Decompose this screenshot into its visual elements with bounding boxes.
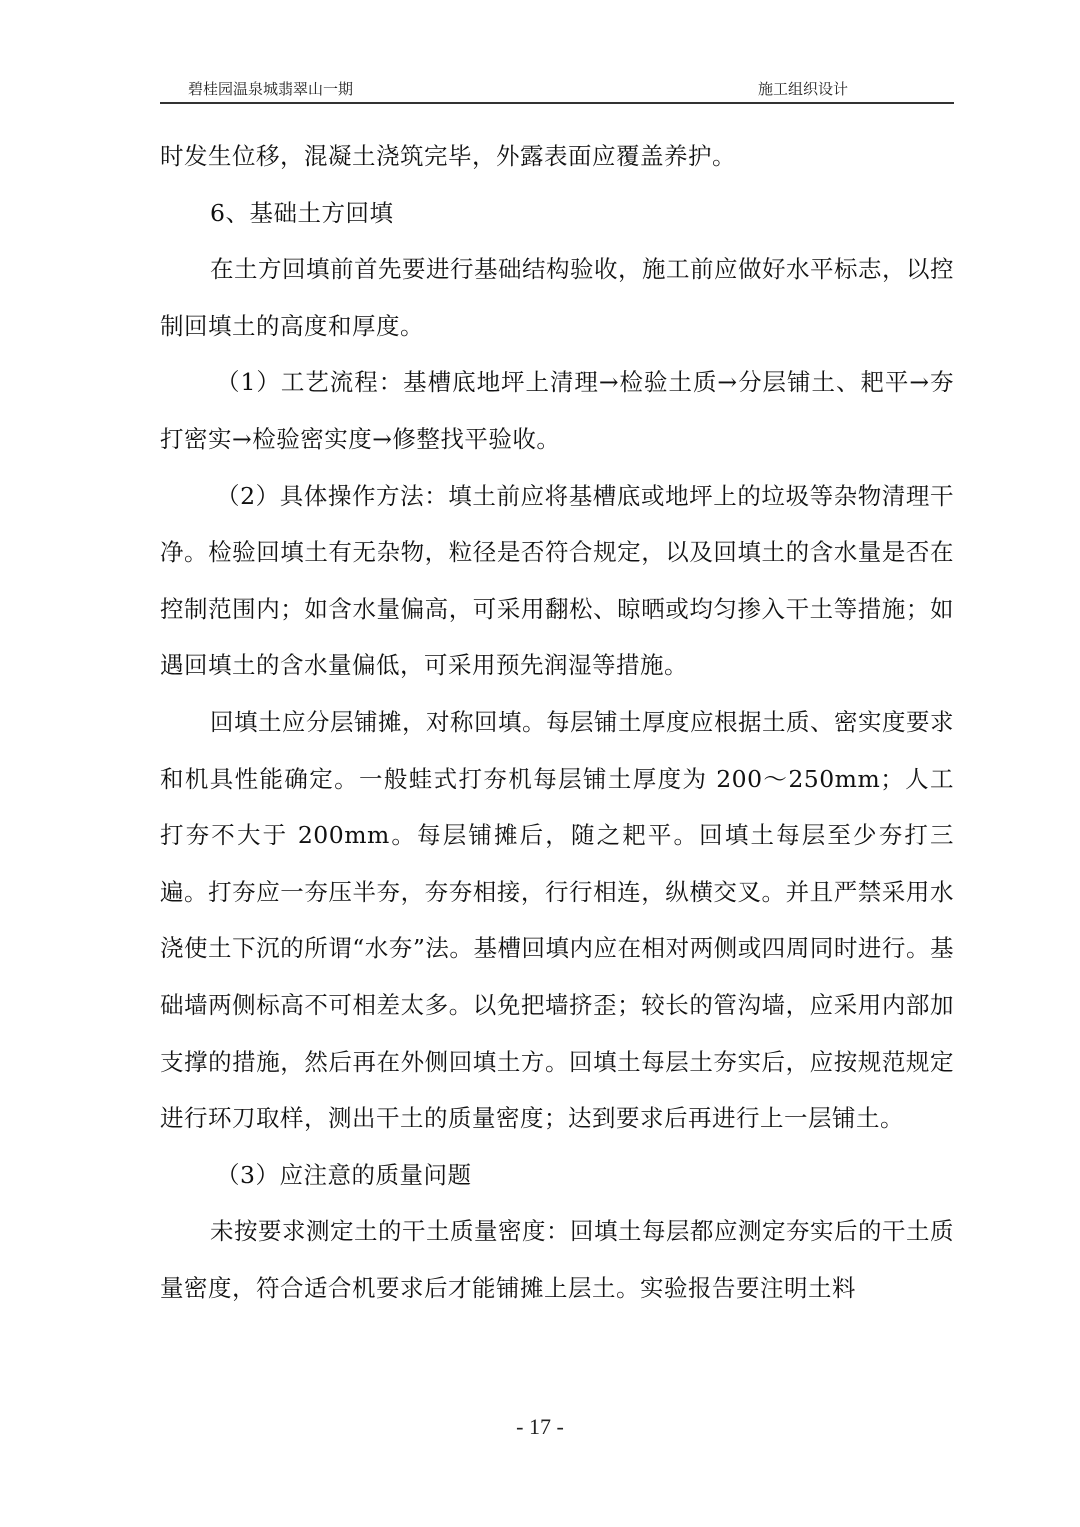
paragraph-intro: 在土方回填前首先要进行基础结构验收，施工前应做好水平标志，以控制回填土的高度和厚度。 — [160, 255, 954, 340]
page-number: - 17 - — [516, 1414, 564, 1439]
header-document-type: 施工组织设计 — [757, 80, 848, 98]
document-body — [160, 128, 954, 1316]
header-divider — [160, 102, 954, 104]
paragraph-quality-issue: 未按要求测定土的干土质量密度：回填土每层都应测定夯实后的干土质量密度，符合适合机要求后才能铺摊上层土。实验报告要注明土料 — [160, 1217, 954, 1302]
section-heading: 6、基础土方回填 — [210, 198, 394, 227]
subsection-heading: （3）应注意的质量问题 — [216, 1160, 472, 1189]
header-project-name: 碧桂园温泉城翡翠山一期 — [188, 80, 354, 98]
page-header — [160, 78, 954, 104]
paragraph-layered-backfill: 回填土应分层铺摊，对称回填。每层铺土厚度应根据土质、密实度要求和机具性能确定。一般蛙式打夯机每层铺土厚度为 200～250mm；人工打夯不大于 200mm。每层铺摊后，随之耙平。回填土每层至少夯打三遍。打夯应一夯压半夯，夯夯相接，行行相连，纵横交叉。并且严禁采用水浇使土下沉的所谓“水夯”法。基槽回填内应在相对两侧或四周同时进行。基础墙两侧标高不可相差太多。以免把墙挤歪；较长的管沟墙，应采用内部加支撑的措施，然后再在外侧回填土方。回填土每层土夯实后，应按规范规定进行环刀取样，测出干土的质量密度；达到要求后再进行上一层铺土。 — [160, 707, 954, 1133]
paragraph-process-flow: （1）工艺流程：基槽底地坪上清理→检验土质→分层铺土、耙平→夯打密实→检验密实度→修整找平验收。 — [160, 368, 954, 453]
paragraph-operation-method: （2）具体操作方法：填土前应将基槽底或地坪上的垃圾等杂物清理干净。检验回填土有无杂物，粒径是否符合规定，以及回填土的含水量是否在控制范围内；如含水量偏高，可采用翻松、晾晒或均匀掺入干土等措施；如遇回填土的含水量偏低，可采用预先润湿等措施。 — [160, 481, 954, 680]
paragraph-continuation: 时发生位移，混凝土浇筑完毕，外露表面应覆盖养护。 — [160, 142, 736, 170]
